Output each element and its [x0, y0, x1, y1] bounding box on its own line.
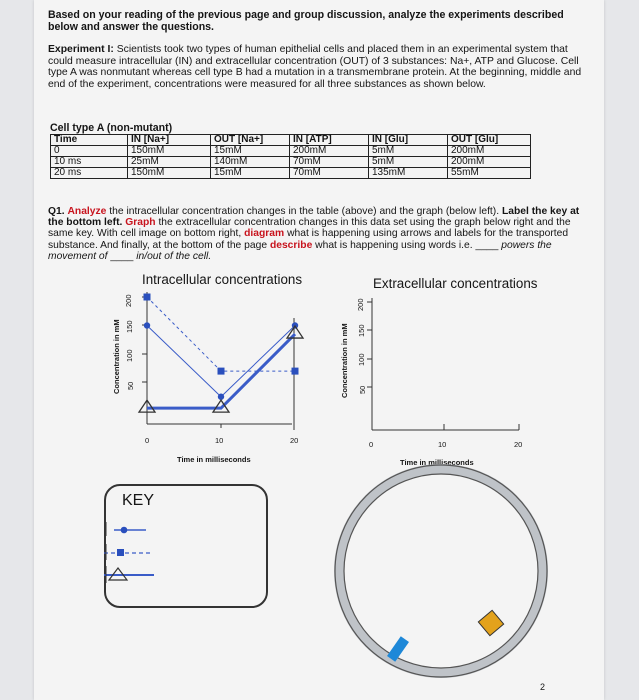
table-cell: 5mM: [369, 157, 448, 168]
table-cell: 10 ms: [51, 157, 128, 168]
transport-protein-gold: [478, 610, 503, 635]
y-axis-label: Concentration in mM: [340, 323, 349, 398]
experiment-text: Scientists took two types of human epithelial cells and placed them in an experimental system that could measure intracellular (IN) and extracellular concentration (OUT) of 3 substances: Na+, ATP and Glucose. Cell type A was nonmutant whereas cell type B had a mutation in a transmembrane protein. At the beginning, middle and end of the experiment, concentrations were measured for all three substances as shown below.: [48, 44, 582, 90]
col-header: Time: [51, 135, 128, 146]
table-cell: 70mM: [290, 157, 369, 168]
q1-text: powers the movement of: [48, 239, 552, 262]
q1-text: what is happening using arrows and labels for the transported substance. And finally, at the bottom of the page: [48, 228, 569, 251]
cell-membrane-inner: [344, 474, 538, 668]
intracellular-chart-title: Intracellular concentrations: [142, 272, 303, 287]
table-cell: 25mM: [128, 157, 211, 168]
x-tick: 20: [290, 436, 299, 445]
series-line-circle: [147, 326, 295, 397]
extracellular-chart-title: Extracellular concentrations: [373, 276, 538, 291]
table-title: Cell type A (non-mutant): [50, 122, 173, 134]
col-header: IN [Glu]: [369, 135, 448, 146]
y-tick: 100: [357, 353, 366, 366]
table-cell: 200mM: [448, 146, 531, 157]
q1-key-instruction: Label the key at the bottom left.: [48, 206, 580, 229]
x-axis-label: Time in milliseconds: [400, 458, 474, 467]
key-title: KEY: [122, 492, 155, 509]
worksheet-page: [34, 0, 604, 700]
figure-layer: [34, 0, 604, 700]
q1-text: the intracellular concentration changes in the table (above) and the graph (below left).: [109, 206, 500, 217]
key-circle-marker: [121, 527, 128, 534]
x-tick: 0: [369, 440, 374, 449]
data-point-square: [144, 294, 151, 301]
q1-analyze: Analyze: [67, 206, 107, 217]
x-tick: 10: [215, 436, 224, 445]
table-cell: 140mM: [211, 157, 290, 168]
table-cell: 20 ms: [51, 168, 128, 179]
data-point-square: [218, 368, 225, 375]
experiment-label: Experiment I:: [48, 44, 114, 55]
q1-text: what is happening using words i.e.: [315, 239, 473, 251]
y-tick: 200: [356, 298, 365, 311]
q1-diagram: diagram: [244, 228, 285, 240]
q1-graph: Graph: [125, 217, 156, 229]
q1-label: Q1.: [48, 206, 65, 217]
q1-describe: describe: [269, 239, 313, 251]
table-cell: 70mM: [290, 168, 369, 179]
table-cell: 55mM: [448, 168, 531, 179]
page-number: 2: [540, 682, 546, 692]
col-header: OUT [Na+]: [211, 135, 290, 146]
table-cell: 200mM: [448, 157, 531, 168]
table-cell: 150mM: [128, 168, 211, 179]
col-header: OUT [Glu]: [448, 135, 531, 146]
series-line-square: [147, 297, 295, 371]
x-tick: 20: [514, 440, 523, 449]
q1-blank: ____: [110, 250, 134, 262]
table-cell: 135mM: [369, 168, 448, 179]
y-tick: 150: [357, 324, 366, 337]
instructions-header: Based on your reading of the previous page and group discussion, analyze the experiments described below and answer the questions.: [48, 9, 564, 33]
y-tick: 50: [358, 385, 367, 394]
data-point-square: [292, 368, 299, 375]
x-tick: 0: [145, 436, 150, 445]
y-tick: 100: [125, 349, 134, 362]
intracellular-series: [139, 294, 303, 413]
x-tick: 10: [438, 440, 447, 449]
y-tick: 50: [126, 381, 135, 390]
key-square-marker: [117, 549, 124, 556]
q1-text: the extracellular concentration changes in this data set using the graph below right and the same key. With cell image on bottom right,: [48, 217, 571, 240]
y-tick: 150: [125, 320, 134, 333]
table-cell: 5mM: [369, 146, 448, 157]
table-cell: 15mM: [211, 146, 290, 157]
table-cell: 15mM: [211, 168, 290, 179]
key-legend: [104, 522, 154, 583]
table-cell: 0: [51, 146, 128, 157]
table-cell: 150mM: [128, 146, 211, 157]
table-cell: 200mM: [290, 146, 369, 157]
data-point-circle: [144, 322, 150, 328]
cell-diagram: [335, 465, 547, 677]
x-axis-label: Time in milliseconds: [177, 455, 251, 464]
extracellular-axes: [367, 298, 519, 430]
col-header: IN [Na+]: [128, 135, 211, 146]
cell-membrane: [339, 469, 543, 673]
y-axis-label: Concentration in mM: [112, 319, 121, 394]
y-tick: 200: [124, 294, 133, 307]
q1-blank: ____: [475, 239, 499, 251]
q1-text: in/out of the cell.: [136, 250, 212, 262]
col-header: IN [ATP]: [290, 135, 369, 146]
